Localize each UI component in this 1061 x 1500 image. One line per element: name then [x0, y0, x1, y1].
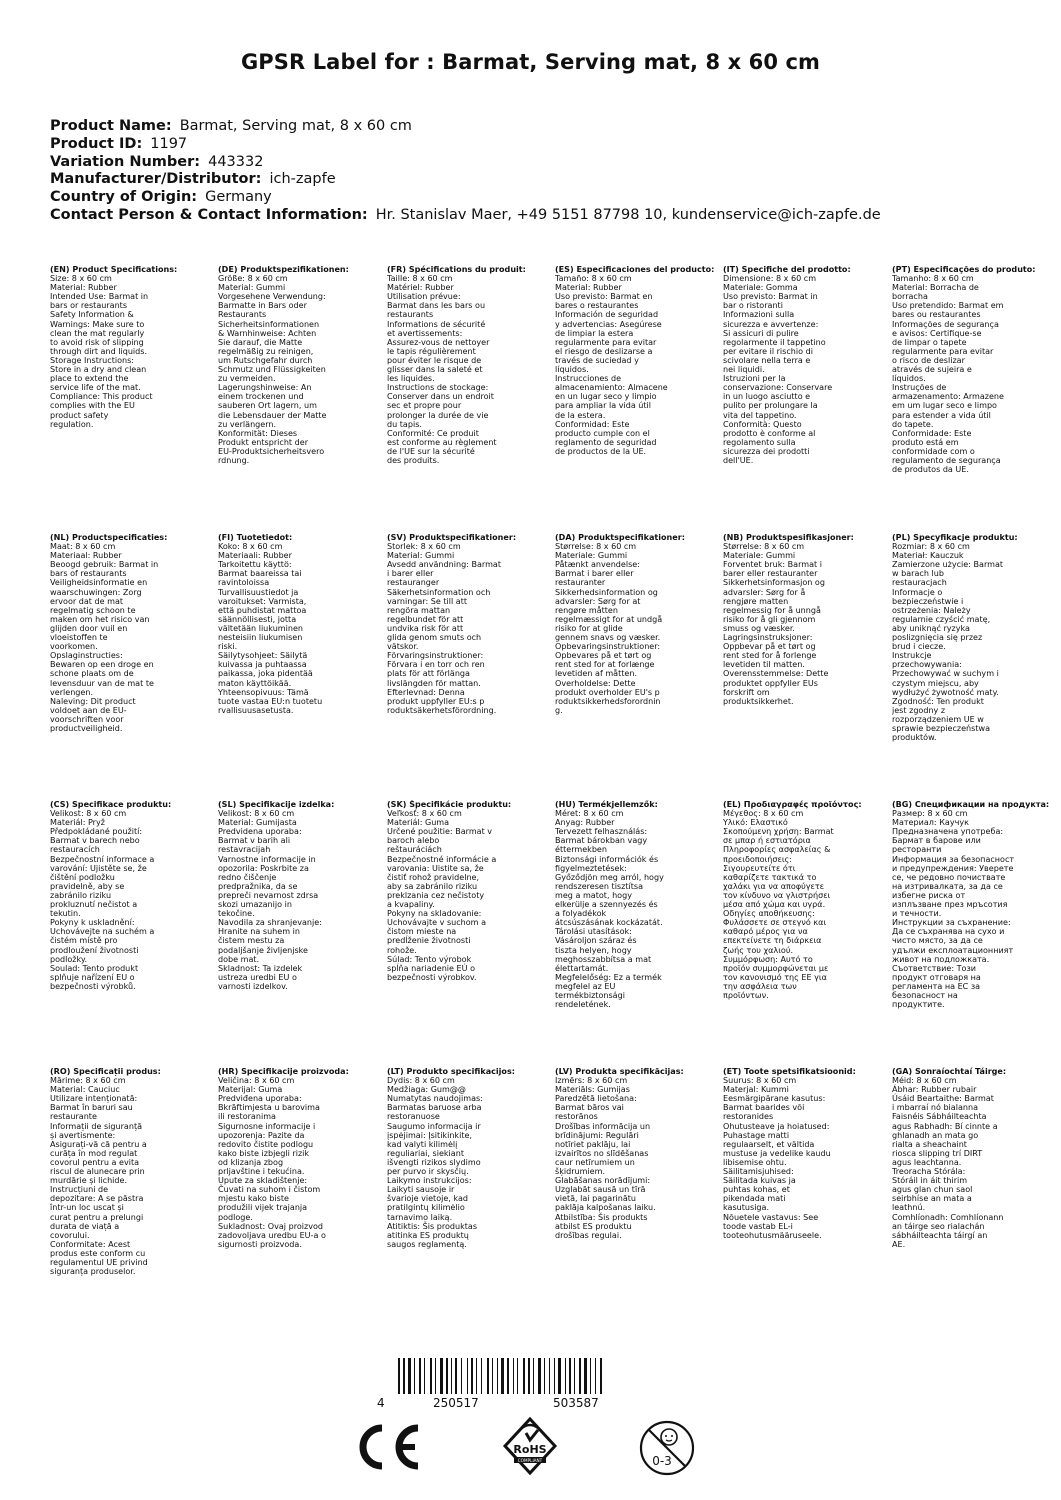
- spec-block-el: [723, 800, 885, 1000]
- spec-body: Velikost: 8 x 60 cm Material: Gumijasta Predvidena uporaba: Barmat v barih ali restavracijah Varnostne informacije in opozorila: Poskrbite za redno čiščenje predpražnika, da se prepreči nevarnost zdrsa skozi umazanijo in tekočine. Navodila za shranjevanje: Hranite na suhem in čistem mestu za podaljšanje življenjske dobe mat. Skladnost: Ta izdelek ustreza uredbi EU o varnosti izdelkov.: [218, 809, 322, 991]
- spec-block-sl: [218, 800, 380, 991]
- contact-row: [50, 207, 1040, 225]
- spec-body: Taille: 8 x 60 cm Matériel: Rubber Utilisation prévue: Barmat dans les bars ou restaurants Informations de sécurité et avertissements: Assurez-vous de nettoyer le tapis régulièrement pour éviter le risque de glisser dans la saleté et les liquides. Instructions de stockage: Conserver dans un endroit sec et propre pour prolonger la durée de vie du tapis. Conformité: Ce produit est conforme au règlement de l'UE sur la sécurité des produits.: [387, 274, 497, 465]
- spec-block-en: [50, 265, 212, 429]
- spec-body: Tamanho: 8 x 60 cm Material: Borracha de borracha Uso pretendido: Barmat em bares ou restaurantes Informações de segurança e avisos: Certifique-se de limpar o tapete regularmente para evitar o risco de deslizar através de sujeira e líquidos. Instruções de armazenamento: Armazene em um lugar seco e limpo para estender a vida útil do tapete. Conformidade: Este produto está em conformidade com o regulamento de segurança de produtos da UE.: [892, 274, 1004, 475]
- spec-body: Dimensione: 8 x 60 cm Materiale: Gomma Uso previsto: Barmat in bar o ristoranti Informazioni sulla sicurezza e avvertenze: Si assicuri di pulire regolarmente il tappetino per evitare il rischio di scivolare nella terra e nei liquidi. Istruzioni per la conservazione: Conservare in un luogo asciutto e pulito per prolungare la vita del tappetino. Conformità: Questo prodotto è conforme al regolamento sulla sicurezza dei prodotti dell'UE.: [723, 274, 833, 465]
- spec-heading: (BG) Спецификации на продукта:: [892, 800, 1050, 809]
- info-value: 1197: [150, 135, 188, 152]
- info-value: Germany: [205, 189, 272, 206]
- spec-heading: (IT) Specifiche del prodotto:: [723, 265, 851, 274]
- country-row: [50, 189, 1040, 207]
- spec-body: Velikost: 8 x 60 cm Materiál: Pryž Předpokládané použití: Barmat v barech nebo restauracích Bezpečnostní informace a varování: Ujistěte se, že čištění podložku pravidelně, aby se zabránilo riziku prokluznutí nečistot a tekutin. Pokyny k uskladnění: Uchovávejte na suchém a čistém místě pro prodloužení životnosti podložky. Soulad: Tento produkt splňuje nařízení EU o bezpečnosti výrobků.: [50, 809, 155, 991]
- rohs-sub-label: COMPLIANT: [517, 1458, 543, 1463]
- product-id-row: [50, 136, 1040, 154]
- age-warning-icon: [637, 1418, 697, 1482]
- spec-heading: (EL) Προδιαγραφές προϊόντος:: [723, 800, 862, 809]
- spec-block-es: [555, 265, 717, 456]
- spec-body: Dydis: 8 x 60 cm Medžiaga: Gum@@ Numatytas naudojimas: Barmatas baruose arba restoranuose Saugumo informacija ir įspėjimai: Įsitikinkite, kad valyti kilimėlį reguliariai, siekiant išvengti rizikos slydimo per purvo ir skysčių. Laikymo instrukcijos: Laikyti sausoje ir švarioje vietoje, kad pratilgintų kilimėlio tarnavimo laiką. Atitiktis: Šis produktas atitinka ES produktų saugos reglamentą.: [387, 1076, 483, 1249]
- spec-block-bg: [892, 800, 1054, 1009]
- spec-body: Μέγεθος: 8 x 60 cm Υλικό: Ελαστικό Σκοπούμενη χρήση: Barmat σε μπαρ ή εστιατόρια Πληροφορίες ασφαλείας & προειδοποιήσεις: Σιγουρευτείτε ότι καθαρίζετε τακτικά το χαλάκι για να αποφύγετε τον κίνδυνο να γλιστρήσει μέσα από χώμα και υγρά. Οδηγίες αποθήκευσης: Φυλάσσετε σε στεγνό και καθαρό μέρος για να επεκτείνετε τη διάρκεια ζωής του χαλιού. Συμμόρφωση: Αυτό το προϊόν συμμορφώνεται με τον κανονισμό της ΕΕ για την ασφάλεια των προϊόντων.: [723, 809, 834, 1000]
- info-label: Variation Number:: [50, 153, 201, 170]
- spec-block-hu: [555, 800, 717, 1009]
- spec-body: Size: 8 x 60 cm Material: Rubber Intended Use: Barmat in bars or restaurants Safety Information & Warnings: Make sure to clean the mat regularly to avoid risk of slipping through dirt and liquids. Storage Instructions: Store in a dry and clean place to extend the service life of the mat. Compliance: This product complies with the EU product safety regulation.: [50, 274, 153, 429]
- info-value: Hr. Stanislav Maer, +49 5151 87798 10, kundenservice@ich-zapfe.de: [375, 206, 881, 223]
- spec-body: Größe: 8 x 60 cm Material: Gummi Vorgesehene Verwendung: Barmatte in Bars oder Restaurants Sicherheitsinformationen & Warnhinweise: Achten Sie darauf, die Matte regelmäßig zu reinigen, um Rutschgefahr durch Schmutz und Flüssigkeiten zu vermeiden. Lagerungshinweise: An einem trockenen und sauberen Ort lagern, um die Lebensdauer der Matte zu verlängern. Konformität: Dieses Produkt entspricht der EU-Produktsicherheitsvero rdnung.: [218, 274, 327, 465]
- spec-heading: (PT) Especificações do produto:: [892, 265, 1036, 274]
- spec-heading: (LV) Produkta specifikācijas:: [555, 1067, 684, 1076]
- spec-heading: (EN) Product Specifications:: [50, 265, 178, 274]
- variation-number-row: [50, 154, 1040, 172]
- spec-heading: (NL) Productspecificaties:: [50, 533, 168, 542]
- spec-block-ro: [50, 1067, 212, 1276]
- spec-body: Størrelse: 8 x 60 cm Materiale: Gummi Påtænkt anvendelse: Barmat i barer eller restauranter Sikkerhedsinformation og advarsler: Sørg for at rengøre måtten regelmæssigt for at undgå risiko for at glide gennem snavs og væsker. Opbevaringsinstruktioner: Opbevares på et tørt og rent sted for at forlænge levetiden af måtten. Overholdelse: Dette produkt overholder EU's p roduktsikkerhedsforordnin g.: [555, 542, 663, 715]
- spec-heading: (RO) Specificații produs:: [50, 1067, 161, 1076]
- spec-block-pt: [892, 265, 1054, 474]
- spec-heading: (DE) Produktspezifikationen:: [218, 265, 349, 274]
- spec-heading: (DA) Produktspecifikationer:: [555, 533, 685, 542]
- spec-heading: (GA) Sonraíochtaí Táirge:: [892, 1067, 1007, 1076]
- spec-block-et: [723, 1067, 885, 1240]
- product-name-row: [50, 118, 1040, 136]
- spec-body: Størrelse: 8 x 60 cm Materiale: Gummi Forventet bruk: Barmat i barer eller restauranter Sikkerhetsinformasjon og advarsler: Sørg for å rengjøre matten regelmessig for å unngå risiko for å gli gjennom smuss og væsker. Lagringsinstruksjoner: Oppbevar på et tørt og rent sted for å forlenge levetiden til matten. Overensstemmelse: Dette produktet oppfyller EUs forskrift om produktsikkerhet.: [723, 542, 829, 706]
- spec-block-lt: [387, 1067, 549, 1249]
- spec-grid: [50, 265, 1060, 1315]
- info-label: Manufacturer/Distributor:: [50, 171, 262, 188]
- spec-body: Tamaño: 8 x 60 cm Material: Rubber Uso previsto: Barmat en bares o restaurantes Información de seguridad y advertencias: Asegúrese de limpiar la estera regularmente para evitar el riesgo de deslizarse a través de suciedad y líquidos. Instrucciones de almacenamiento: Almacene en un lugar seco y limpio para ampliar la vida útil de la estera. Conformidad: Este producto cumple con el reglamento de seguridad de productos de la UE.: [555, 274, 668, 456]
- spec-heading: (CS) Specifikace produktu:: [50, 800, 172, 809]
- spec-block-it: [723, 265, 885, 465]
- spec-heading: (PL) Specyfikacje produktu:: [892, 533, 1018, 542]
- spec-block-nl: [50, 533, 212, 733]
- barcode-bars: [372, 1358, 652, 1394]
- ean-barcode: [372, 1358, 652, 1418]
- spec-body: Méid: 8 x 60 cm Ábhar: Rubber rubair Úsáid Beartaithe: Barmat i mbarraí nó bialanna Faisnéis Sábháilteachta agus Rabhadh: Bí cinnte a ghlanadh an mata go rialta a sheachaint riosca slipping trí DIRT agus leachtanna. Treoracha Stórála: Stóráil in áit thirim agus glan chun saol seirbhíse an mata a leathnú. Comhlíonadh: Comhlíonann an táirge seo rialachán sábháilteachta táirgí an AE.: [892, 1076, 1004, 1249]
- ce-mark-icon: [352, 1420, 424, 1478]
- spec-body: Veličina: 8 x 60 cm Materijal: Guma Predviđena uporaba: Bkrăftimjesta u barovima ili restoranima Sigurnosne informacije i upozorenja: Pazite da redovito čistite podlogu kako biste izbjegli rizik od klizanja zbog prljavštine i tekućina. Upute za skladištenje: Čuvati na suhom i čistom mjestu kako biste produžili vijek trajanja podloge. Sukladnost: Ovaj proizvod zadovoljava uredbu EU-a o sigurnosti proizvoda.: [218, 1076, 326, 1249]
- spec-heading: (NB) Produktspesifikasjoner:: [723, 533, 854, 542]
- spec-heading: (HU) Termékjellemzők:: [555, 800, 658, 809]
- spec-heading: (SK) Špecifikácie produktu:: [387, 800, 512, 809]
- spec-body: Mărime: 8 x 60 cm Material: Cauciuc Utilizare intenționată: Barmat în baruri sau restaurante Informații de siguranță și avertismente: Asigurați-vă că pentru a curăța în mod regulat covorul pentru a evita riscul de alunecare prin murdărie și lichide. Instrucțiuni de depozitare: A se păstra într-un loc uscat și curat pentru a prelungi durata de viață a covorului. Conformitate: Acest produs este conform cu regulamentul UE privind siguranța produselor.: [50, 1076, 148, 1277]
- spec-block-lv: [555, 1067, 717, 1240]
- info-label: Country of Origin:: [50, 189, 198, 206]
- spec-block-sv: [387, 533, 549, 715]
- spec-block-fr: [387, 265, 549, 465]
- info-label: Contact Person & Contact Information:: [50, 206, 368, 223]
- spec-block-pl: [892, 533, 1054, 742]
- spec-heading: (SV) Produktspecifikationer:: [387, 533, 517, 542]
- spec-body: Méret: 8 x 60 cm Anyag: Rubber Tervezett felhasználás: Barmat bárokban vagy éttermekben Biztonsági információk és figyelmeztetések: Győződjön meg arról, hogy rendszeresen tisztítsa meg a matot, hogy elkerülje a szennyezés és a folyadékok átcsúszásának kockázatát. Tárolási utasítások: Vásároljon száraz és tiszta helyen, hogy meghosszabbítsa a mat élettartamát. Megfelelőség: Ez a termék megfelel az EU termékbiztonsági rendeletének.: [555, 809, 664, 1010]
- info-label: Product Name:: [50, 118, 172, 134]
- spec-heading: (SL) Specifikacije izdelka:: [218, 800, 335, 809]
- barcode-digits-right: 503587: [553, 1396, 599, 1410]
- spec-body: Veľkosť: 8 x 60 cm Materiál: Guma Určené použitie: Barmat v baroch alebo reštauráciách Bezpečnostné informácie a varovania: Uistite sa, že čistiť rohož pravidelne, aby sa zabránilo riziku preklzania cez nečistoty a kvapaliny. Pokyny na skladovanie: Uchovávajte v suchom a čistom mieste na predĺženie životnosti rohože. Súlad: Tento výrobok spĺňa nariadenie EÚ o bezpečnosti výrobkov.: [387, 809, 497, 982]
- info-label: Product ID:: [50, 135, 143, 152]
- barcode-digit-first: 4: [377, 1396, 385, 1410]
- spec-block-fi: [218, 533, 380, 715]
- barcode-digits-left: 250517: [433, 1396, 479, 1410]
- spec-heading: (ES) Especificaciones del producto:: [555, 265, 715, 274]
- spec-block-de: [218, 265, 380, 465]
- spec-body: Размер: 8 x 60 cm Материал: Каучук Предназначена употреба: Бармат в барове или ресторанти Информация за безопасност и предупреждения: Уверете се, че редовно почиствате на изтривалката, за да се избегне риска от изплъзване през мръсотия и течности. Инструкции за съхранение: Да се съхранява на сухо и чисто място, за да се удължи експлоатационният живот на подложката. Съответствие: Този продукт отговаря на регламента на ЕС за безопасност на продуктите.: [892, 809, 1015, 1010]
- spec-heading: (LT) Produkto specifikacijos:: [387, 1067, 515, 1076]
- rohs-label: RoHS: [513, 1443, 547, 1456]
- rohs-compliant-icon: [500, 1416, 560, 1480]
- spec-block-nb: [723, 533, 885, 706]
- spec-block-hr: [218, 1067, 380, 1249]
- age-label: 0-3: [652, 1454, 672, 1468]
- page-title: GPSR Label for : Barmat, Serving mat, 8 x 60 cm: [240, 50, 821, 74]
- spec-heading: (FI) Tuotetiedot:: [218, 533, 293, 542]
- spec-body: Izmērs: 8 x 60 cm Materiāls: Gumijas Paredzētā lietošana: Barmat bāros vai restorānos Drošības informācija un brīdinājumi: Regulāri notīriet paklāju, lai izvairītos no slīdēšanas caur netīrumiem un šķidrumiem. Glabāšanas norādījumi: Uzglabāt sausā un tīrā vietā, lai pagarinātu paklāja kalpošanas laiku. Atbilstība: Šis produkts atbilst ES produktu drošības regulai.: [555, 1076, 656, 1240]
- spec-body: Storlek: 8 x 60 cm Material: Gummi Avsedd användning: Barmat i barer eller restauranger Säkerhetsinformation och varningar: Se till att rengöra mattan regelbundet för att undvika risk för att glida genom smuts och vätskor. Förvaringsinstruktioner: Förvara i en torr och ren plats för att förlänga livslängden för mattan. Efterlevnad: Denna produkt uppfyller EU:s p roduktsäkerhetsförordning.: [387, 542, 501, 715]
- spec-heading: (ET) Toote spetsifikatsioonid:: [723, 1067, 856, 1076]
- product-info: [50, 118, 1040, 225]
- info-value: ich-zapfe: [269, 171, 336, 188]
- spec-body: Koko: 8 x 60 cm Materiaali: Rubber Tarkoitettu käyttö: Barmat baareissa tai ravintoloissa Turvallisuustiedot ja varoitukset: Varmista, että puhdistat mattoa säännöllisesti, jotta vältetään liukuminen nesteisiin liukumisen riski. Säilytysohjeet: Säilytä kuivassa ja puhtaassa paikassa, joka pidentää maton käyttöikää. Yhteensopivuus: Tämä tuote vastaa EU:n tuotetu rvallisuusasetusta.: [218, 542, 323, 715]
- info-value: 443332: [208, 153, 264, 170]
- spec-block-da: [555, 533, 717, 715]
- spec-block-ga: [892, 1067, 1054, 1249]
- spec-heading: (FR) Spécifications du produit:: [387, 265, 526, 274]
- spec-block-sk: [387, 800, 549, 982]
- spec-block-cs: [50, 800, 212, 991]
- spec-body: Suurus: 8 x 60 cm Materjal: Kummi Eesmärgipärane kasutus: Barmat baarides või restoranides Ohutusteave ja hoiatused: Puhastage matti regulaarselt, et vältida mustuse ja vedelike kaudu libisemise ohtu. Säilitamisjuhised: Säilitada kuivas ja puhtas kohas, et pikendada mati kasutusiga. Nõuetele vastavus: See toode vastab EL-i tooteohutusmääruseele.: [723, 1076, 831, 1240]
- spec-body: Rozmiar: 8 x 60 cm Materiał: Kauczuk Zamierzone użycie: Barmat w barach lub restauracjach Informacje o bezpieczeństwie i ostrzeżenia: Należy regularnie czyścić matę, aby uniknąć ryzyka poslizgnięcia się przez brud i ciecze. Instrukcje przechowywania: Przechowywać w suchym i czystym miejscu, aby wydłużyć żywotność maty. Zgodność: Ten produkt jest zgodny z rozporządzeniem UE w sprawie bezpieczeństwa produktów.: [892, 542, 1004, 743]
- spec-body: Maat: 8 x 60 cm Materiaal: Rubber Beoogd gebruik: Barmat in bars of restaurants Veiligheidsinformatie en waarschuwingen: Zorg ervoor dat de mat regelmatig schoon te maken om het risico van glijden door vuil en vloeistoffen te voorkomen. Opslaginstructies: Bewaren op een droge en schone plaats om de levensduur van de mat te verlengen. Naleving: Dit product voldoet aan de EU- voorschriften voor productveiligheid.: [50, 542, 159, 733]
- spec-heading: (HR) Specifikacije proizvoda:: [218, 1067, 349, 1076]
- info-value: Barmat, Serving mat, 8 x 60 cm: [179, 118, 412, 134]
- manufacturer-row: [50, 171, 1040, 189]
